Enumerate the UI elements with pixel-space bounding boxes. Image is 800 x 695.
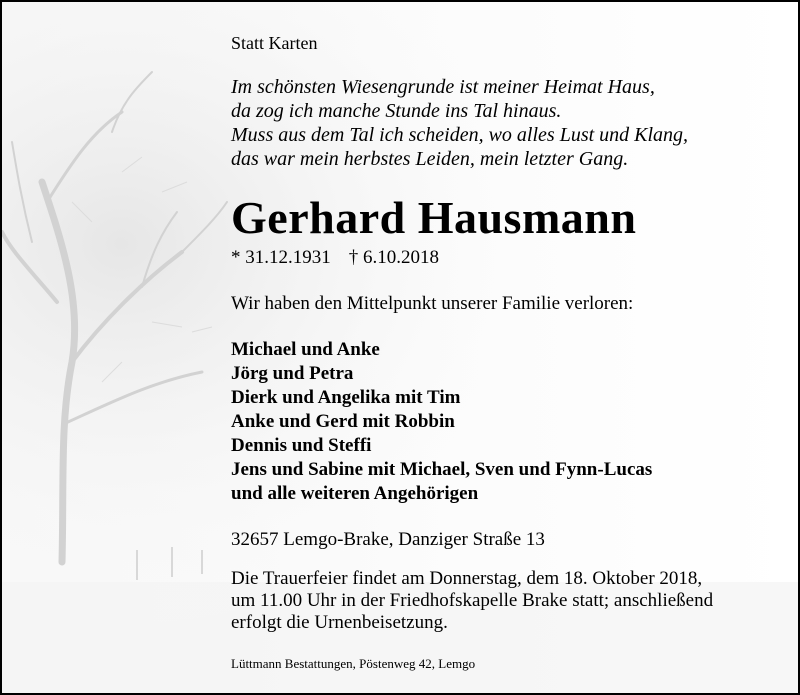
death-cross-icon: †: [348, 247, 359, 268]
birth-date: * 31.12.1931: [231, 247, 331, 268]
poem-line: Muss aus dem Tal ich scheiden, wo alles Lust und Klang,: [231, 124, 689, 146]
mourner-line: Michael und Anke: [231, 339, 380, 360]
mourner-line: Anke und Gerd mit Robbin: [231, 411, 455, 432]
mourner-line: und alle weiteren Angehörigen: [231, 483, 479, 504]
service-line: um 11.00 Uhr in der Friedhofskapelle Brake statt; anschließend: [231, 590, 714, 611]
poem-line: das war mein herbstes Leiden, mein letzter Gang.: [231, 148, 629, 170]
service-line: erfolgt die Urnenbeisetzung.: [231, 612, 448, 633]
poem-line: Im schönsten Wiesengrunde ist meiner Heimat Haus,: [231, 76, 655, 98]
mourners-list: [231, 338, 652, 506]
statt-karten-label: Statt Karten: [231, 33, 318, 53]
intro-text: Wir haben den Mittelpunkt unserer Familie verloren:: [231, 293, 634, 314]
life-dates: [231, 247, 439, 269]
family-address: 32657 Lemgo-Brake, Danziger Straße 13: [231, 529, 545, 550]
mourner-line: Dierk und Angelika mit Tim: [231, 387, 461, 408]
funeral-service-info: [231, 568, 781, 634]
death-date: 6.10.2018: [363, 247, 439, 268]
mourner-line: Jens und Sabine mit Michael, Sven und Fynn-Lucas: [231, 459, 653, 480]
mourner-line: Dennis und Steffi: [231, 435, 372, 456]
undertaker-info: Lüttmann Bestattungen, Pöstenweg 42, Lemgo: [231, 656, 476, 671]
memorial-poem: [231, 75, 688, 171]
deceased-name: Gerhard Hausmann: [231, 192, 637, 243]
service-line: Die Trauerfeier findet am Donnerstag, dem 18. Oktober 2018,: [231, 568, 703, 589]
mourner-line: Jörg und Petra: [231, 363, 354, 384]
poem-line: da zog ich manche Stunde ins Tal hinaus.: [231, 100, 562, 122]
